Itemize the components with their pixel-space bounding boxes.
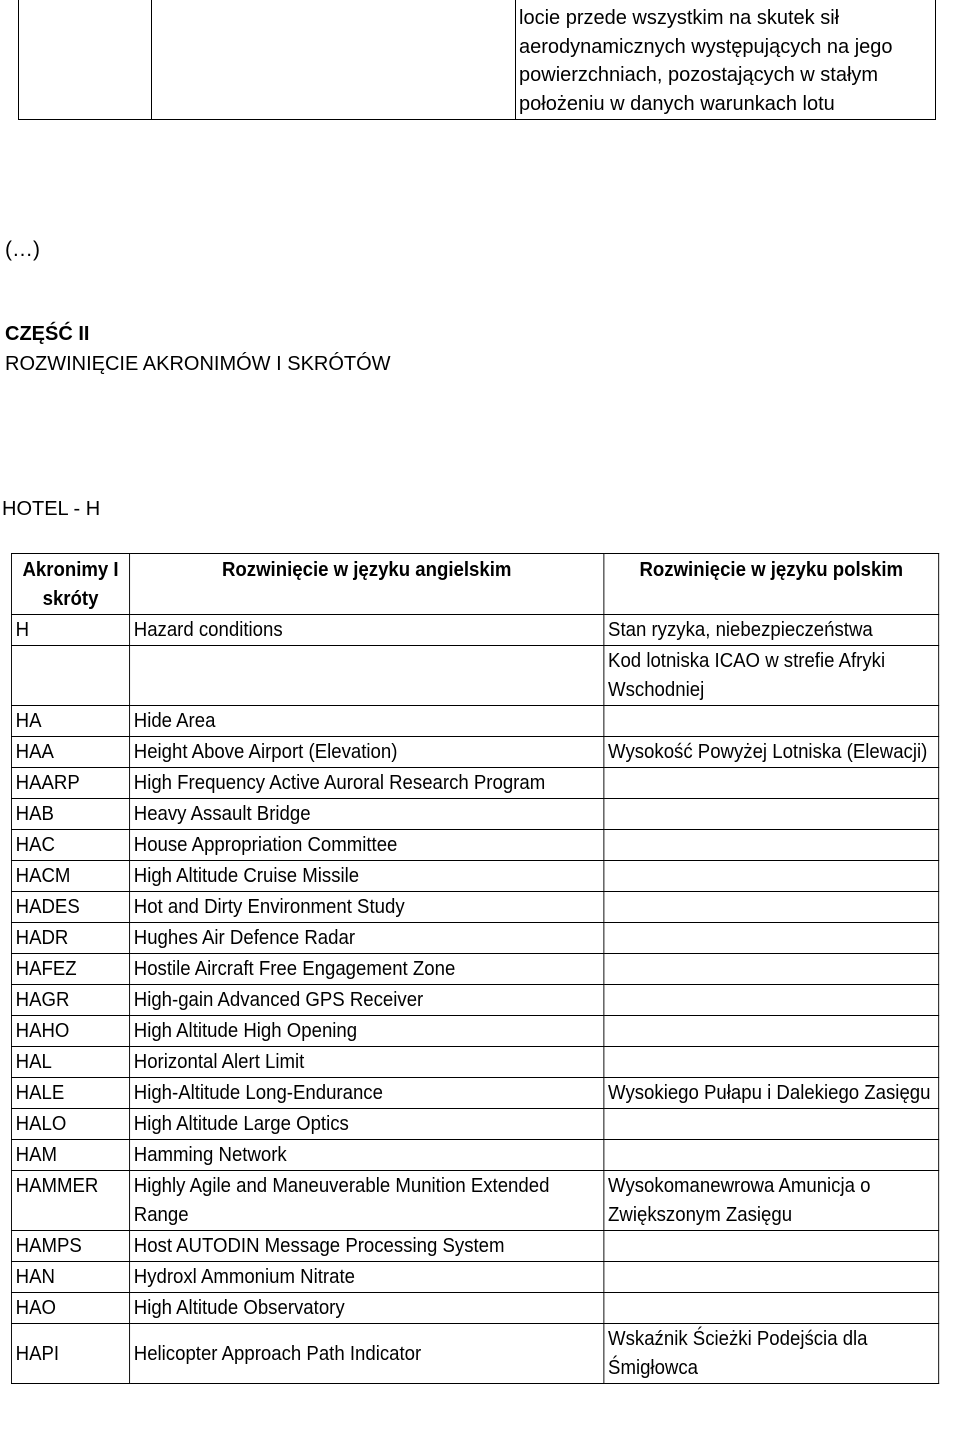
cell-english: Hamming Network [130, 1140, 604, 1171]
table-row [11, 861, 938, 892]
cell-polish [604, 799, 939, 830]
fragment-cell-acronym [19, 0, 152, 119]
table-row [11, 615, 938, 646]
table-row [11, 737, 938, 768]
cell-english [130, 646, 604, 706]
table-row [11, 1047, 938, 1078]
fragment-line: położeniu w danych warunkach lotu [519, 92, 835, 115]
table-row [11, 1016, 938, 1047]
fragment-cell-english [152, 0, 516, 119]
cell-polish [604, 1109, 939, 1140]
table-row [11, 1109, 938, 1140]
acronym-table [11, 553, 939, 1384]
cell-acronym: HAB [11, 799, 129, 830]
cell-english: High-Altitude Long-Endurance [130, 1078, 604, 1109]
table-row [11, 1293, 938, 1324]
cell-polish [604, 954, 939, 985]
section-title: HOTEL - H [2, 498, 101, 520]
cell-polish [604, 1047, 939, 1078]
cell-acronym: HAN [11, 1262, 129, 1293]
header-english: Rozwinięcie w języku angielskim [130, 554, 604, 615]
cell-english: Host AUTODIN Message Processing System [130, 1231, 604, 1262]
cell-english: Hostile Aircraft Free Engagement Zone [130, 954, 604, 985]
cell-polish: Wysokiego Pułapu i Dalekiego Zasięgu [604, 1078, 939, 1109]
cell-acronym: HAGR [11, 985, 129, 1016]
cell-polish [604, 706, 939, 737]
fragment-line: aerodynamicznych występujących na jego [519, 35, 893, 58]
table-row [11, 954, 938, 985]
cell-english: High Altitude High Opening [130, 1016, 604, 1047]
cell-polish [604, 1262, 939, 1293]
cell-acronym: HADR [11, 923, 129, 954]
cell-polish [604, 923, 939, 954]
table-row [11, 923, 938, 954]
cell-acronym: HAPI [11, 1324, 129, 1384]
cell-polish: Wskaźnik Ścieżki Podejścia dla Śmigłowca [604, 1324, 939, 1384]
cell-english: Hydroxl Ammonium Nitrate [130, 1262, 604, 1293]
cell-acronym: HAARP [11, 768, 129, 799]
cell-english: Heavy Assault Bridge [130, 799, 604, 830]
cell-polish [604, 830, 939, 861]
cell-polish: Stan ryzyka, niebezpieczeństwa [604, 615, 939, 646]
cell-polish [604, 1293, 939, 1324]
cell-polish [604, 1016, 939, 1047]
table-row [11, 799, 938, 830]
cell-acronym: HAMMER [11, 1171, 129, 1231]
cell-english: High Altitude Observatory [130, 1293, 604, 1324]
table-row [11, 646, 938, 706]
cell-english: House Appropriation Committee [130, 830, 604, 861]
cell-acronym: HAL [11, 1047, 129, 1078]
table-row [11, 1140, 938, 1171]
cell-english: High Frequency Active Auroral Research Program [130, 768, 604, 799]
part-title: CZĘŚĆ II [5, 323, 90, 345]
cell-acronym: HACM [11, 861, 129, 892]
table-row [11, 830, 938, 861]
cell-polish [604, 768, 939, 799]
cell-acronym: HAM [11, 1140, 129, 1171]
cell-acronym: HAC [11, 830, 129, 861]
cell-english: Hazard conditions [130, 615, 604, 646]
cell-acronym: H [11, 615, 129, 646]
cell-acronym [11, 646, 129, 706]
cell-polish: Wysokomanewrowa Amunicja o Zwiększonym Zasięgu [604, 1171, 939, 1231]
table-row [11, 1171, 938, 1231]
cell-acronym: HAHO [11, 1016, 129, 1047]
table-row [11, 1078, 938, 1109]
cell-polish: Kod lotniska ICAO w strefie Afryki Wschodniej [604, 646, 939, 706]
table-row [11, 706, 938, 737]
table-row [11, 768, 938, 799]
cell-polish [604, 892, 939, 923]
cell-polish [604, 861, 939, 892]
cell-english: Hide Area [130, 706, 604, 737]
omission-mark: (…) [5, 238, 40, 261]
table-row [11, 985, 938, 1016]
cell-acronym: HADES [11, 892, 129, 923]
cell-english: High Altitude Large Optics [130, 1109, 604, 1140]
fragment-line: locie przede wszystkim na skutek sił [519, 7, 840, 29]
table-row [11, 1324, 938, 1384]
cell-polish: Wysokość Powyżej Lotniska (Elewacji) [604, 737, 939, 768]
cell-english: High Altitude Cruise Missile [130, 861, 604, 892]
fragment-line: powierzchniach, pozostających w stałym [519, 64, 879, 86]
cell-acronym: HAA [11, 737, 129, 768]
cell-acronym: HAMPS [11, 1231, 129, 1262]
cell-english: Hot and Dirty Environment Study [130, 892, 604, 923]
cell-polish [604, 1231, 939, 1262]
cell-polish [604, 985, 939, 1016]
table-row [11, 1231, 938, 1262]
cell-english: Helicopter Approach Path Indicator [130, 1324, 604, 1384]
cell-polish [604, 1140, 939, 1171]
table-row [11, 892, 938, 923]
cell-acronym: HALE [11, 1078, 129, 1109]
cell-english: Height Above Airport (Elevation) [130, 737, 604, 768]
cell-acronym: HALO [11, 1109, 129, 1140]
cell-english: Hughes Air Defence Radar [130, 923, 604, 954]
header-acronym: Akronimy I skróty [11, 554, 129, 615]
table-row [11, 1262, 938, 1293]
cell-english: Highly Agile and Maneuverable Munition Extended Range [130, 1171, 604, 1231]
cell-english: High-gain Advanced GPS Receiver [130, 985, 604, 1016]
previous-table-fragment [18, 0, 936, 120]
cell-acronym: HAFEZ [11, 954, 129, 985]
part-subtitle: ROZWINIĘCIE AKRONIMÓW I SKRÓTÓW [5, 353, 391, 375]
cell-acronym: HAO [11, 1293, 129, 1324]
cell-acronym: HA [11, 706, 129, 737]
header-polish: Rozwinięcie w języku polskim [604, 554, 939, 615]
cell-english: Horizontal Alert Limit [130, 1047, 604, 1078]
table-header-row [11, 554, 938, 615]
fragment-cell-polish [516, 4, 919, 118]
